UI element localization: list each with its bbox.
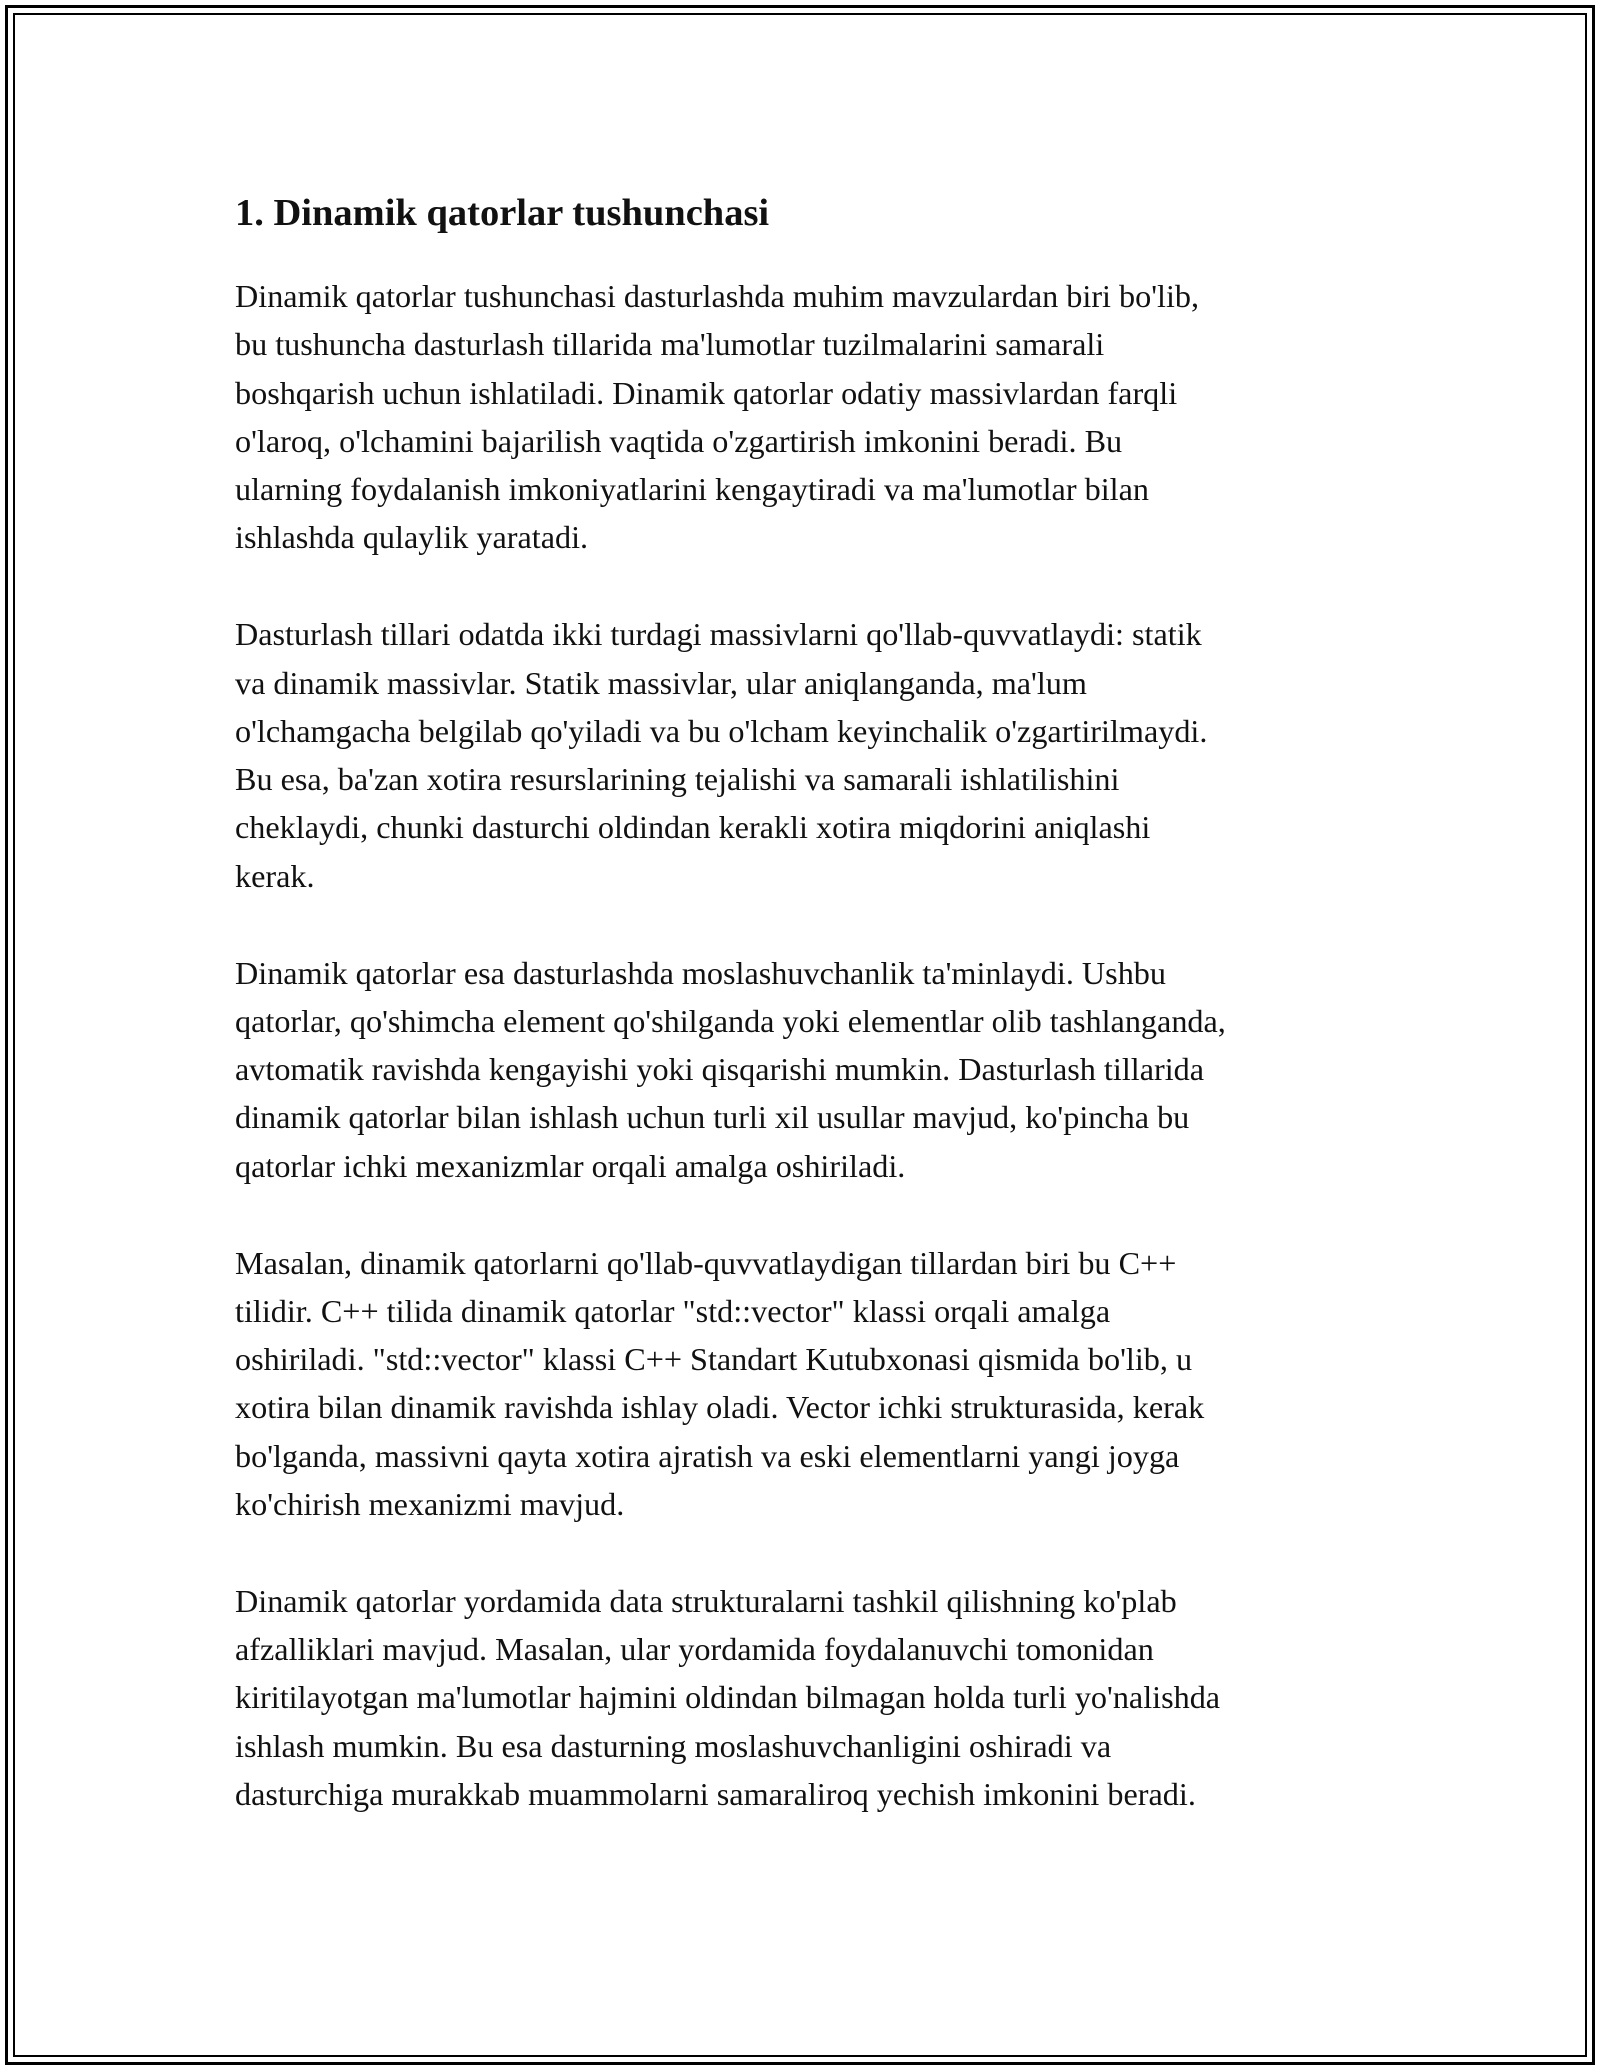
paragraph-line: tilidir. C++ tilida dinamik qatorlar "std::vector" klassi orqali amalga: [235, 1292, 1111, 1329]
paragraph: [235, 1577, 1385, 1818]
paragraph: [235, 1239, 1385, 1529]
paragraph-line: ko'chirish mexanizmi mavjud.: [235, 1486, 625, 1523]
paragraph-line: afzalliklari mavjud. Masalan, ular yordamida foydalanuvchi tomonidan: [235, 1631, 1154, 1668]
paragraph-list: [235, 272, 1385, 1818]
paragraph-line: Dinamik qatorlar esa dasturlashda moslashuvchanlik ta'minlaydi. Ushbu: [235, 954, 1166, 991]
paragraph-line: bo'lganda, massivni qayta xotira ajratish va eski elementlarni yangi joyga: [235, 1437, 1180, 1474]
paragraph-line: avtomatik ravishda kengayishi yoki qisqarishi mumkin. Dasturlash tillarida: [235, 1051, 1205, 1088]
paragraph-line: xotira bilan dinamik ravishda ishlay oladi. Vector ichki strukturasida, kerak: [235, 1389, 1205, 1426]
document-body: [235, 185, 1385, 1867]
paragraph-line: kiritilayotgan ma'lumotlar hajmini oldindan bilmagan holda turli yo'nalishda: [235, 1679, 1221, 1716]
paragraph-line: kerak.: [235, 857, 315, 894]
paragraph-line: ishlashda qulaylik yaratadi.: [235, 519, 589, 556]
paragraph: [235, 272, 1385, 562]
paragraph-line: cheklaydi, chunki dasturchi oldindan kerakli xotira miqdorini aniqlashi: [235, 809, 1151, 846]
paragraph-line: o'lchamgacha belgilab qo'yiladi va bu o'lcham keyinchalik o'zgartirilmaydi.: [235, 712, 1208, 749]
paragraph: [235, 949, 1385, 1190]
paragraph-line: qatorlar, qo'shimcha element qo'shilganda yoki elementlar olib tashlanganda,: [235, 1002, 1226, 1039]
paragraph-line: Dinamik qatorlar tushunchasi dasturlashda muhim mavzulardan biri bo'lib,: [235, 278, 1200, 314]
paragraph-line: bu tushuncha dasturlash tillarida ma'lumotlar tuzilmalarini samarali: [235, 326, 1105, 363]
paragraph-line: Dasturlash tillari odatda ikki turdagi massivlarni qo'llab-quvvatlaydi: statik: [235, 616, 1202, 653]
paragraph-line: oshiriladi. "std::vector" klassi C++ Standart Kutubxonasi qismida bo'lib, u: [235, 1341, 1193, 1378]
paragraph-line: o'laroq, o'lchamini bajarilish vaqtida o'zgartirish imkonini beradi. Bu: [235, 422, 1123, 459]
paragraph-line: boshqarish uchun ishlatiladi. Dinamik qatorlar odatiy massivlardan farqli: [235, 374, 1178, 411]
paragraph-line: dinamik qatorlar bilan ishlash uchun turli xil usullar mavjud, ko'pincha bu: [235, 1099, 1190, 1136]
paragraph-line: va dinamik massivlar. Statik massivlar, ular aniqlanganda, ma'lum: [235, 664, 1087, 701]
paragraph-line: Dinamik qatorlar yordamida data strukturalarni tashkil qilishning ko'plab: [235, 1582, 1177, 1619]
paragraph-line: qatorlar ichki mexanizmlar orqali amalga oshiriladi.: [235, 1147, 906, 1184]
paragraph-line: dasturchiga murakkab muammolarni samaraliroq yechish imkonini beradi.: [235, 1776, 1196, 1813]
section-heading: 1. Dinamik qatorlar tushunchasi: [235, 192, 770, 234]
paragraph-line: ishlash mumkin. Bu esa dasturning moslashuvchanligini oshiradi va: [235, 1727, 1112, 1764]
paragraph-line: Masalan, dinamik qatorlarni qo'llab-quvvatlaydigan tillardan biri bu C++: [235, 1244, 1177, 1281]
paragraph-line: Bu esa, ba'zan xotira resurslarining tejalishi va samarali ishlatilishini: [235, 761, 1120, 798]
paragraph-line: ularning foydalanish imkoniyatlarini kengaytiradi va ma'lumotlar bilan: [235, 471, 1149, 508]
paragraph: [235, 610, 1385, 900]
